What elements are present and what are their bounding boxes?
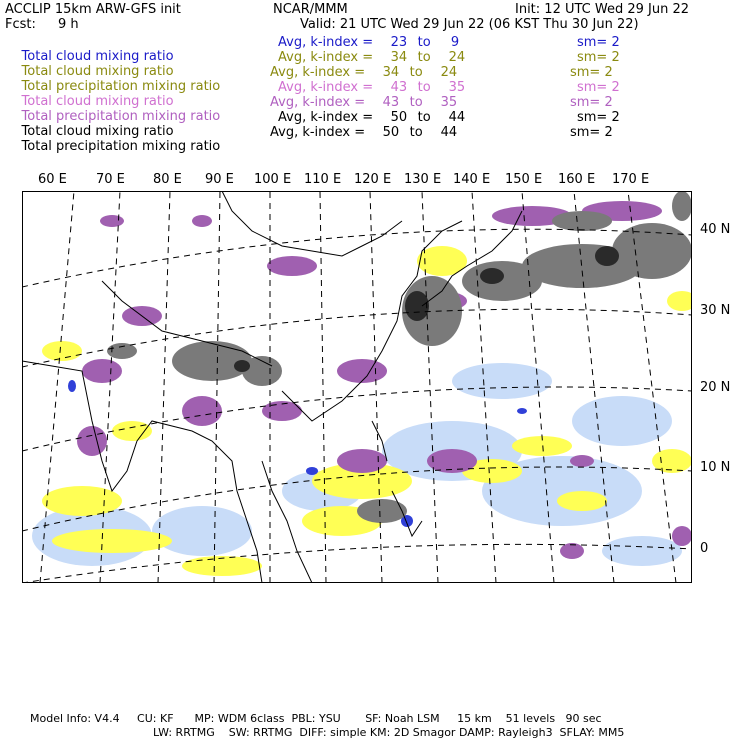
legend-field: Total cloud mixing ratio	[21, 94, 174, 109]
legend-to: to	[409, 95, 423, 110]
lat-label: 0	[700, 541, 709, 556]
legend-k2: 44	[448, 110, 466, 125]
legend-sm: sm= 2	[570, 95, 613, 110]
legend-to: to	[409, 125, 423, 140]
legend-k2: 35	[448, 80, 466, 95]
legend-k2: 9	[450, 35, 460, 50]
lat-label: 40 N	[700, 222, 731, 237]
legend-k1: 34	[382, 65, 400, 80]
legend-k1: 50	[390, 110, 408, 125]
legend-k1: 43	[390, 80, 408, 95]
legend-k1: 50	[382, 125, 400, 140]
lon-label: 60 E	[38, 172, 67, 187]
legend-sm: sm= 2	[577, 35, 620, 50]
lon-label: 90 E	[205, 172, 234, 187]
legend-avg	[270, 126, 457, 140]
lon-label: 140 E	[453, 172, 491, 187]
legend-k1: 23	[390, 35, 408, 50]
model-title: ACCLIP 15km ARW-GFS init	[5, 2, 181, 17]
legend-avg	[278, 36, 459, 50]
legend-field: Total precipitation mixing ratio	[21, 139, 221, 154]
legend-to: to	[417, 80, 431, 95]
legend-to: to	[417, 50, 431, 65]
legend-avg-label: Avg, k-index =	[270, 125, 366, 140]
legend-k2: 24	[448, 50, 466, 65]
legend-k1: 34	[390, 50, 408, 65]
model-physics: LW: RRTMG SW: RRTMG DIFF: simple KM: 2D Smagor DAMP: Rayleigh3 SFLAY: MM5	[153, 726, 625, 739]
forecast-label: Fcst:	[5, 17, 36, 32]
valid-time: Valid: 21 UTC Wed 29 Jun 22 (06 KST Thu 30 Jun 22)	[300, 17, 639, 32]
legend-field: Total cloud mixing ratio	[21, 124, 174, 139]
lat-label: 10 N	[700, 460, 731, 475]
organization: NCAR/MMM	[273, 2, 348, 17]
legend-row	[5, 126, 220, 168]
legend-to: to	[409, 65, 423, 80]
legend-avg-label: Avg, k-index =	[270, 65, 366, 80]
legend-avg-label: Avg, k-index =	[278, 50, 374, 65]
legend-to: to	[417, 110, 431, 125]
lat-label: 20 N	[700, 380, 731, 395]
forecast-map	[22, 191, 692, 583]
forecast-hours: 9 h	[58, 17, 79, 32]
legend-field: Total cloud mixing ratio	[21, 49, 174, 64]
lon-label: 70 E	[96, 172, 125, 187]
lon-label: 170 E	[612, 172, 650, 187]
model-info: Model Info: V4.4 CU: KF MP: WDM 6class PBL: YSU SF: Noah LSM 15 km 51 levels 90 sec	[30, 712, 602, 725]
legend-field: Total precipitation mixing ratio	[21, 79, 221, 94]
legend-avg	[270, 66, 457, 80]
legend-avg	[270, 96, 457, 110]
lon-label: 130 E	[404, 172, 442, 187]
legend-sm: sm= 2	[577, 50, 620, 65]
legend-sm: sm= 2	[570, 65, 613, 80]
legend-sm: sm= 2	[577, 110, 620, 125]
legend-avg-label: Avg, k-index =	[278, 80, 374, 95]
legend-k2: 35	[440, 95, 458, 110]
legend-avg-label: Avg, k-index =	[278, 35, 374, 50]
init-time: Init: 12 UTC Wed 29 Jun 22	[515, 2, 690, 17]
legend-field: Total precipitation mixing ratio	[21, 109, 221, 124]
legend-avg	[278, 51, 465, 65]
lon-label: 120 E	[354, 172, 392, 187]
legend-to: to	[417, 35, 431, 50]
legend-avg-label: Avg, k-index =	[278, 110, 374, 125]
legend-field: Total cloud mixing ratio	[21, 64, 174, 79]
legend-avg-label: Avg, k-index =	[270, 95, 366, 110]
lat-label: 30 N	[700, 303, 731, 318]
legend-k2: 24	[440, 65, 458, 80]
legend-avg	[278, 81, 465, 95]
legend-avg	[278, 111, 465, 125]
lon-label: 100 E	[254, 172, 292, 187]
legend-k2: 44	[440, 125, 458, 140]
legend-k1: 43	[382, 95, 400, 110]
lon-label: 150 E	[505, 172, 543, 187]
lon-label: 160 E	[558, 172, 596, 187]
legend-sm: sm= 2	[577, 80, 620, 95]
lon-label: 110 E	[304, 172, 342, 187]
legend-sm: sm= 2	[570, 125, 613, 140]
lon-label: 80 E	[153, 172, 182, 187]
